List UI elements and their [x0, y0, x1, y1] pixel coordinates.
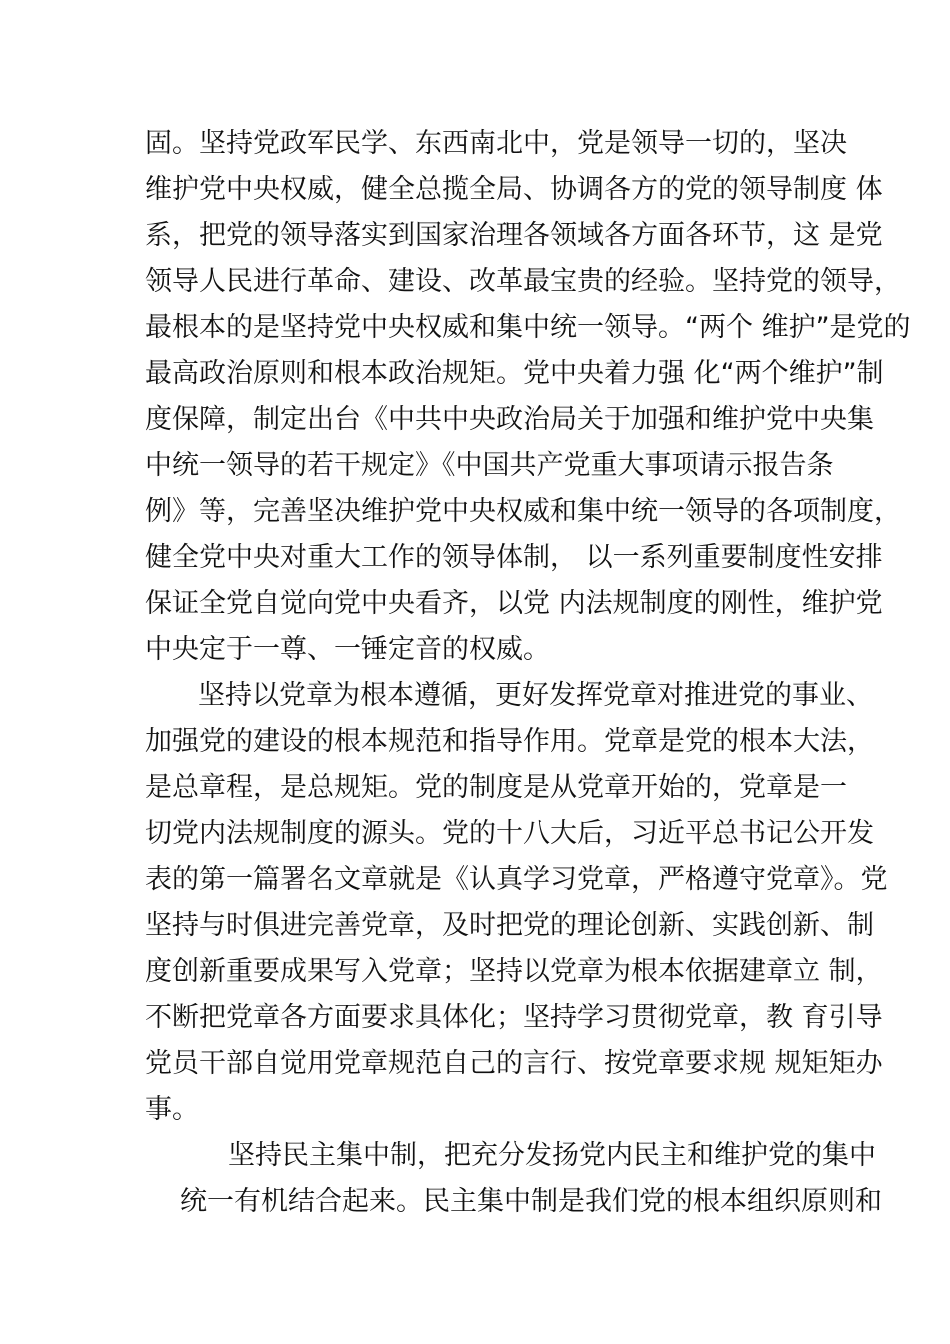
paragraph-1-line-5: 最根本的是坚持党中央权威和集中统一领导。“两个 维护”是党的 — [145, 312, 911, 343]
paragraph-2-line-3: 是总章程，是总规矩。党的制度是从党章开始的，党章是一 — [145, 772, 847, 803]
paragraph-1-line-10: 健全党中央对重大工作的领导体制， 以一系列重要制度性安排 — [145, 542, 883, 573]
paragraph-2-line-8: 不断把党章各方面要求具体化；坚持学习贯彻党章，教 育引导 — [145, 1002, 883, 1033]
paragraph-2-line-6: 坚持与时俱进完善党章，及时把党的理论创新、实践创新、制 — [145, 910, 874, 941]
paragraph-3-line-1: 坚持民主集中制，把充分发扬党内民主和维护党的集中 — [228, 1140, 876, 1171]
paragraph-2-line-10: 事。 — [145, 1094, 199, 1125]
paragraph-1-line-11: 保证全党自觉向党中央看齐，以党 内法规制度的刚性，维护党 — [145, 588, 883, 619]
paragraph-1-line-9: 例》等，完善坚决维护党中央权威和集中统一领导的各项制度， — [145, 496, 901, 527]
paragraph-1-line-1: 固。坚持党政军民学、东西南北中，党是领导一切的，坚决 — [145, 128, 847, 159]
paragraph-2-line-9: 党员干部自觉用党章规范自己的言行、按党章要求规 规矩矩办 — [145, 1048, 883, 1079]
paragraph-1-line-4: 领导人民进行革命、建设、改革最宝贵的经验。坚持党的领导， — [145, 266, 901, 297]
paragraph-1-line-7: 度保障，制定出台《中共中央政治局关于加强和维护党中央集 — [145, 404, 874, 435]
paragraph-1-line-6: 最高政治原则和根本政治规矩。党中央着力强 化“两个维护”制 — [145, 358, 884, 389]
paragraph-1-line-3: 系，把党的领导落实到国家治理各领域各方面各环节，这 是党 — [145, 220, 883, 251]
paragraph-2-line-2: 加强党的建设的根本规范和指导作用。党章是党的根本大法， — [145, 726, 874, 757]
paragraph-3-line-2: 统一有机结合起来。民主集中制是我们党的根本组织原则和 — [180, 1186, 882, 1217]
paragraph-2-line-5: 表的第一篇署名文章就是《认真学习党章，严格遵守党章》。党 — [145, 864, 888, 895]
paragraph-1-line-8: 中统一领导的若干规定》《中国共产党重大事项请示报告条 — [145, 450, 834, 481]
paragraph-2-line-4: 切党内法规制度的源头。党的十八大后，习近平总书记公开发 — [145, 818, 874, 849]
paragraph-2-line-7: 度创新重要成果写入党章；坚持以党章为根本依据建章立 制， — [145, 956, 883, 987]
paragraph-2-line-1: 坚持以党章为根本遵循，更好发挥党章对推进党的事业、 — [198, 680, 873, 711]
paragraph-1-line-2: 维护党中央权威，健全总揽全局、协调各方的党的领导制度 体 — [145, 174, 883, 205]
paragraph-1-line-12: 中央定于一尊、一锤定音的权威。 — [145, 634, 550, 665]
